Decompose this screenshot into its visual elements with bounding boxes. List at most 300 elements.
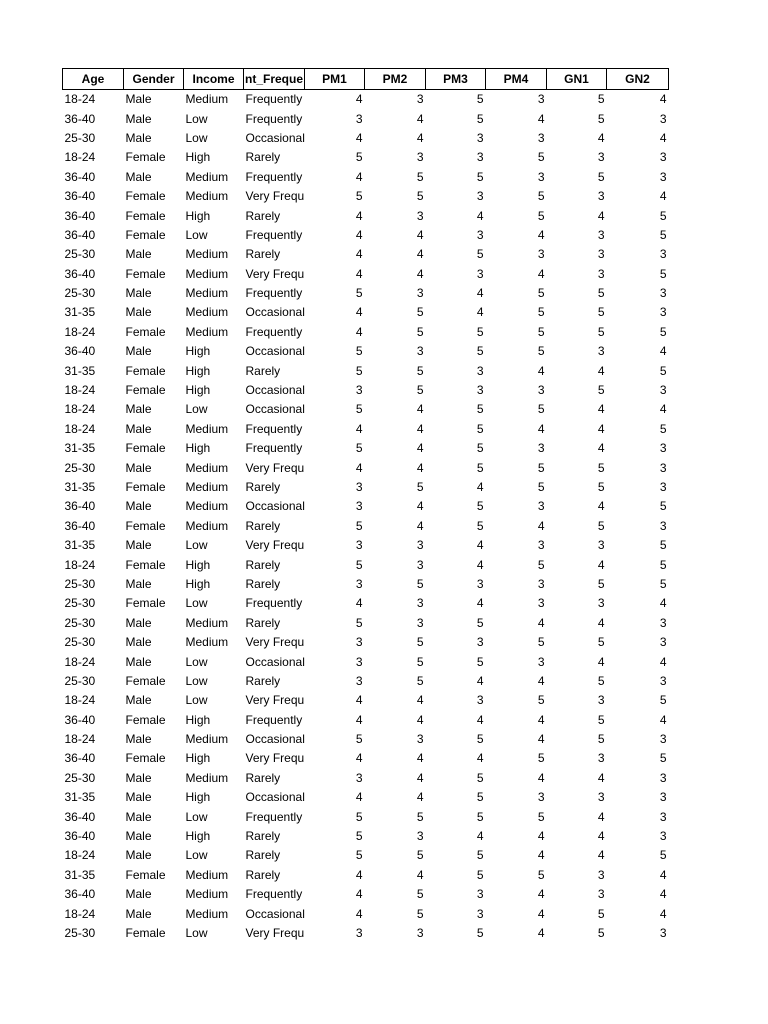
table-cell[interactable]: 4 [476,712,484,727]
table-cell[interactable]: 3 [476,266,484,281]
table-cell[interactable]: Medium [185,499,229,514]
table-cell[interactable]: 5 [355,809,363,824]
table-cell[interactable]: 36-40 [64,227,96,242]
table-cell[interactable]: 4 [355,247,363,262]
table-cell[interactable]: 4 [597,557,605,572]
table-cell[interactable]: 4 [355,596,363,611]
table-cell[interactable]: 5 [659,751,667,766]
table-cell[interactable]: Female [125,324,166,339]
table-cell[interactable]: Rarely [245,480,281,494]
table-cell[interactable]: 4 [355,227,363,242]
table-cell[interactable]: 3 [537,790,545,805]
table-cell[interactable]: 5 [355,829,363,844]
table-cell[interactable]: 18-24 [64,324,96,339]
table-cell[interactable]: Female [125,441,166,456]
table-cell[interactable]: 5 [597,906,605,921]
table-cell[interactable]: 4 [537,712,545,727]
table-cell[interactable]: Rarely [245,770,281,785]
table-cell[interactable]: 4 [355,324,363,339]
table-cell[interactable]: Medium [185,189,229,204]
table-cell[interactable]: Rarely [245,150,281,165]
table-cell[interactable]: 4 [597,770,605,785]
table-cell[interactable]: High [185,208,211,223]
table-cell[interactable]: 3 [597,887,605,902]
table-cell[interactable]: Female [125,266,166,281]
table-cell[interactable]: 5 [597,92,605,107]
table-cell[interactable]: 4 [537,615,545,630]
table-cell[interactable]: 3 [355,654,363,669]
table-cell[interactable]: 5 [597,732,605,747]
table-cell[interactable]: Occasional [245,732,305,747]
table-cell[interactable]: 18-24 [64,383,96,398]
table-cell[interactable]: 3 [597,538,605,553]
table-cell[interactable]: 4 [597,402,605,417]
table-cell[interactable]: Frequently [245,169,303,184]
table-cell[interactable]: 3 [659,770,667,785]
table-cell[interactable]: 36-40 [64,829,96,844]
column-header-7[interactable]: PM4 [486,69,547,90]
table-cell[interactable]: Medium [185,518,229,533]
table-cell[interactable]: 3 [659,635,667,650]
table-cell[interactable]: 3 [476,887,484,902]
table-cell[interactable]: 5 [659,848,667,863]
table-cell[interactable]: 5 [537,344,545,359]
table-cell[interactable]: 3 [416,615,424,630]
table-cell[interactable]: Low [185,809,208,824]
table-cell[interactable]: Occasional [245,654,305,669]
table-cell[interactable]: 3 [597,596,605,611]
table-cell[interactable]: 3 [416,557,424,572]
table-cell[interactable]: 4 [597,499,605,514]
table-cell[interactable]: 3 [476,576,484,591]
table-cell[interactable]: Female [125,363,166,378]
table-cell[interactable]: Medium [185,732,229,747]
table-cell[interactable]: 4 [355,169,363,184]
table-cell[interactable]: 4 [597,130,605,145]
table-cell[interactable]: Occasional [245,790,305,805]
table-cell[interactable]: 31-35 [64,480,96,494]
table-cell[interactable]: 5 [476,324,484,339]
table-cell[interactable]: 3 [476,227,484,242]
table-cell[interactable]: 4 [659,887,667,902]
table-cell[interactable]: Frequently [245,286,303,301]
table-cell[interactable]: 5 [416,673,424,688]
table-cell[interactable]: 5 [659,227,667,242]
table-cell[interactable]: 5 [537,635,545,650]
table-cell[interactable]: 4 [537,732,545,747]
table-cell[interactable]: Medium [185,480,229,494]
table-cell[interactable]: 25-30 [64,286,96,301]
table-cell[interactable]: 4 [659,654,667,669]
table-cell[interactable]: 4 [355,208,363,223]
table-cell[interactable]: 3 [476,150,484,165]
table-cell[interactable]: 5 [537,189,545,204]
table-cell[interactable]: 25-30 [64,673,96,688]
table-cell[interactable]: Female [125,751,166,766]
table-cell[interactable]: Male [125,906,152,921]
table-cell[interactable]: Frequently [245,324,303,339]
table-cell[interactable]: 3 [597,150,605,165]
table-cell[interactable]: 5 [476,402,484,417]
table-cell[interactable]: 5 [597,286,605,301]
table-cell[interactable]: 4 [416,790,424,805]
table-cell[interactable]: 3 [537,92,545,107]
table-cell[interactable]: Very Frequ [245,266,305,281]
table-cell[interactable]: Male [125,111,152,126]
table-cell[interactable]: 4 [597,829,605,844]
table-cell[interactable]: Very Frequ [245,635,305,650]
table-cell[interactable]: 3 [659,305,667,320]
table-cell[interactable]: 5 [476,111,484,126]
table-cell[interactable]: High [185,751,211,766]
table-cell[interactable]: 36-40 [64,518,96,533]
table-cell[interactable]: 5 [476,344,484,359]
table-cell[interactable]: 3 [537,247,545,262]
table-cell[interactable]: 4 [476,596,484,611]
table-cell[interactable]: 3 [659,809,667,824]
table-cell[interactable]: 3 [416,732,424,747]
table-cell[interactable]: 5 [355,848,363,863]
table-cell[interactable]: Frequently [245,441,303,456]
table-cell[interactable]: 5 [659,363,667,378]
table-cell[interactable]: 5 [597,111,605,126]
table-cell[interactable]: Rarely [245,247,281,262]
table-cell[interactable]: Male [125,635,152,650]
table-cell[interactable]: 4 [476,480,484,494]
table-cell[interactable]: Occasional [245,344,305,359]
table-cell[interactable]: 4 [416,130,424,145]
table-cell[interactable]: Very Frequ [245,925,305,940]
table-cell[interactable]: Male [125,130,152,145]
table-cell[interactable]: Male [125,499,152,514]
table-cell[interactable]: 5 [659,266,667,281]
column-header-5[interactable]: PM2 [365,69,426,90]
table-cell[interactable]: 4 [537,848,545,863]
table-cell[interactable]: 4 [416,712,424,727]
table-cell[interactable]: 5 [597,518,605,533]
table-cell[interactable]: 5 [476,770,484,785]
table-cell[interactable]: 3 [597,344,605,359]
table-cell[interactable]: Female [125,557,166,572]
table-cell[interactable]: Very Frequ [245,460,305,475]
table-cell[interactable]: 3 [597,189,605,204]
table-cell[interactable]: 5 [659,421,667,436]
table-cell[interactable]: Medium [185,615,229,630]
table-cell[interactable]: 31-35 [64,790,96,805]
table-cell[interactable]: 5 [355,518,363,533]
table-cell[interactable]: Low [185,130,208,145]
table-cell[interactable]: 5 [416,383,424,398]
table-cell[interactable]: Male [125,305,152,320]
table-cell[interactable]: 4 [355,867,363,882]
table-cell[interactable]: 5 [597,673,605,688]
table-cell[interactable]: 5 [416,848,424,863]
table-cell[interactable]: 4 [537,906,545,921]
table-cell[interactable]: 3 [537,576,545,591]
table-cell[interactable]: 4 [597,441,605,456]
table-cell[interactable]: Medium [185,770,229,785]
table-cell[interactable]: Rarely [245,867,281,882]
table-cell[interactable]: 3 [355,383,363,398]
table-cell[interactable]: Female [125,712,166,727]
table-cell[interactable]: Female [125,925,166,940]
table-cell[interactable]: 5 [597,305,605,320]
table-cell[interactable]: 18-24 [64,557,96,572]
table-cell[interactable]: 5 [659,324,667,339]
table-cell[interactable]: 25-30 [64,247,96,262]
table-cell[interactable]: 3 [659,441,667,456]
table-cell[interactable]: 4 [416,499,424,514]
table-cell[interactable]: 5 [355,363,363,378]
table-cell[interactable]: Male [125,344,152,359]
table-cell[interactable]: 3 [659,286,667,301]
table-cell[interactable]: 4 [476,751,484,766]
table-cell[interactable]: 4 [537,673,545,688]
table-cell[interactable]: Medium [185,421,229,436]
table-cell[interactable]: Male [125,732,152,747]
table-cell[interactable]: 3 [416,829,424,844]
table-cell[interactable]: 5 [416,887,424,902]
table-cell[interactable]: 4 [597,421,605,436]
table-cell[interactable]: 3 [659,460,667,475]
table-cell[interactable]: 4 [355,266,363,281]
table-cell[interactable]: 3 [537,654,545,669]
table-cell[interactable]: Low [185,538,208,553]
table-cell[interactable]: 5 [355,557,363,572]
table-cell[interactable]: 4 [476,557,484,572]
table-cell[interactable]: 3 [476,189,484,204]
table-cell[interactable]: 5 [416,635,424,650]
table-cell[interactable]: Very Frequ [245,751,305,766]
table-cell[interactable]: 5 [597,460,605,475]
table-cell[interactable]: 4 [416,751,424,766]
table-cell[interactable]: Low [185,654,208,669]
table-cell[interactable]: 3 [597,266,605,281]
table-cell[interactable]: 4 [355,906,363,921]
table-cell[interactable]: 3 [476,383,484,398]
table-cell[interactable]: 5 [355,286,363,301]
table-cell[interactable]: 31-35 [64,538,96,553]
table-cell[interactable]: 3 [537,441,545,456]
table-cell[interactable]: 4 [537,770,545,785]
table-cell[interactable]: Male [125,615,152,630]
table-cell[interactable]: Frequently [245,92,303,107]
table-cell[interactable]: Rarely [245,557,281,572]
table-cell[interactable]: 5 [537,751,545,766]
table-cell[interactable]: Male [125,848,152,863]
table-cell[interactable]: 4 [597,654,605,669]
table-cell[interactable]: 3 [597,693,605,708]
table-cell[interactable]: Male [125,809,152,824]
table-cell[interactable]: 4 [597,615,605,630]
table-cell[interactable]: 3 [416,208,424,223]
table-cell[interactable]: 4 [355,751,363,766]
table-cell[interactable]: 5 [416,906,424,921]
table-cell[interactable]: 36-40 [64,169,96,184]
table-cell[interactable]: 3 [355,480,363,494]
table-cell[interactable]: 5 [597,324,605,339]
table-cell[interactable]: Frequently [245,809,303,824]
table-cell[interactable]: Male [125,538,152,553]
table-cell[interactable]: High [185,790,211,805]
table-cell[interactable]: 36-40 [64,887,96,902]
table-cell[interactable]: 5 [537,867,545,882]
table-cell[interactable]: 4 [355,92,363,107]
table-cell[interactable]: 4 [355,693,363,708]
table-cell[interactable]: 18-24 [64,402,96,417]
table-cell[interactable]: 5 [476,247,484,262]
table-cell[interactable]: 4 [476,829,484,844]
table-cell[interactable]: 18-24 [64,421,96,436]
table-cell[interactable]: Frequently [245,887,303,902]
table-cell[interactable]: 4 [416,227,424,242]
table-cell[interactable]: 5 [659,693,667,708]
column-header-8[interactable]: GN1 [547,69,607,90]
table-cell[interactable]: 18-24 [64,906,96,921]
table-cell[interactable]: 3 [597,867,605,882]
column-header-4[interactable]: PM1 [305,69,365,90]
table-cell[interactable]: 3 [659,732,667,747]
table-cell[interactable]: 5 [537,305,545,320]
table-cell[interactable]: 3 [537,130,545,145]
table-cell[interactable]: Rarely [245,829,281,844]
table-cell[interactable]: 5 [476,92,484,107]
table-cell[interactable]: Occasional [245,130,305,145]
table-cell[interactable]: 4 [537,925,545,940]
table-cell[interactable]: Male [125,460,152,475]
table-cell[interactable]: 5 [537,208,545,223]
table-cell[interactable]: Low [185,673,208,688]
table-cell[interactable]: Female [125,227,166,242]
table-cell[interactable]: 36-40 [64,208,96,223]
table-cell[interactable]: Female [125,150,166,165]
table-cell[interactable]: 5 [416,809,424,824]
table-cell[interactable]: 36-40 [64,499,96,514]
table-cell[interactable]: 4 [476,305,484,320]
table-cell[interactable]: 5 [659,557,667,572]
table-cell[interactable]: 4 [659,402,667,417]
table-cell[interactable]: 5 [659,499,667,514]
table-cell[interactable]: Medium [185,324,229,339]
table-cell[interactable]: Low [185,402,208,417]
table-cell[interactable]: 3 [597,790,605,805]
table-cell[interactable]: Very Frequ [245,538,305,553]
table-cell[interactable]: Frequently [245,596,303,611]
table-cell[interactable]: 5 [476,441,484,456]
table-cell[interactable]: 5 [476,518,484,533]
table-cell[interactable]: 4 [355,421,363,436]
table-cell[interactable]: Male [125,829,152,844]
table-cell[interactable]: 4 [597,363,605,378]
table-cell[interactable]: Male [125,402,152,417]
table-cell[interactable]: 3 [659,169,667,184]
table-cell[interactable]: Frequently [245,421,303,436]
table-cell[interactable]: Occasional [245,499,305,514]
table-cell[interactable]: 5 [597,169,605,184]
table-cell[interactable]: Medium [185,906,229,921]
table-cell[interactable]: 5 [416,324,424,339]
table-cell[interactable]: 5 [476,809,484,824]
table-cell[interactable]: Female [125,596,166,611]
table-cell[interactable]: 4 [537,829,545,844]
table-cell[interactable]: 5 [355,189,363,204]
table-cell[interactable]: 5 [476,925,484,940]
table-cell[interactable]: 25-30 [64,596,96,611]
table-cell[interactable]: 4 [416,441,424,456]
table-cell[interactable]: 4 [537,111,545,126]
table-cell[interactable]: Occasional [245,906,305,921]
table-cell[interactable]: 3 [476,906,484,921]
table-cell[interactable]: High [185,363,211,378]
table-cell[interactable]: Occasional [245,305,305,320]
table-cell[interactable]: 3 [597,751,605,766]
table-cell[interactable]: Female [125,673,166,688]
table-cell[interactable]: 3 [416,150,424,165]
table-cell[interactable]: 25-30 [64,770,96,785]
table-cell[interactable]: 5 [355,615,363,630]
table-cell[interactable]: 5 [537,557,545,572]
table-cell[interactable]: 4 [659,867,667,882]
table-cell[interactable]: 3 [659,383,667,398]
table-cell[interactable]: 3 [659,790,667,805]
table-cell[interactable]: Low [185,848,208,863]
table-cell[interactable]: 5 [476,460,484,475]
table-cell[interactable]: 5 [659,208,667,223]
table-cell[interactable]: 31-35 [64,305,96,320]
table-cell[interactable]: 3 [355,770,363,785]
table-cell[interactable]: 5 [597,383,605,398]
table-cell[interactable]: 5 [597,576,605,591]
table-cell[interactable]: Rarely [245,848,281,863]
table-cell[interactable]: 5 [476,867,484,882]
table-cell[interactable]: 5 [597,480,605,494]
table-cell[interactable]: 5 [355,402,363,417]
table-cell[interactable]: 4 [597,208,605,223]
table-cell[interactable]: 3 [355,635,363,650]
table-cell[interactable]: Medium [185,887,229,902]
table-cell[interactable]: Female [125,383,166,398]
table-cell[interactable]: Low [185,227,208,242]
table-cell[interactable]: 31-35 [64,363,96,378]
table-cell[interactable]: Medium [185,286,229,301]
table-cell[interactable]: 3 [416,538,424,553]
table-cell[interactable]: Rarely [245,518,281,533]
table-cell[interactable]: High [185,344,211,359]
table-cell[interactable]: Male [125,887,152,902]
table-cell[interactable]: 5 [416,654,424,669]
table-cell[interactable]: Medium [185,635,229,650]
table-cell[interactable]: 3 [659,518,667,533]
table-cell[interactable]: 5 [416,480,424,494]
table-cell[interactable]: 5 [476,499,484,514]
table-cell[interactable]: 4 [659,189,667,204]
table-cell[interactable]: 3 [416,925,424,940]
table-cell[interactable]: 3 [416,286,424,301]
table-cell[interactable]: 3 [659,673,667,688]
table-cell[interactable]: High [185,383,211,398]
table-cell[interactable]: 3 [537,383,545,398]
table-cell[interactable]: 5 [476,421,484,436]
column-header-0[interactable]: Age [63,69,124,90]
table-cell[interactable]: 5 [416,305,424,320]
table-cell[interactable]: Medium [185,867,229,882]
table-cell[interactable]: Male [125,169,152,184]
table-cell[interactable]: 4 [537,518,545,533]
table-cell[interactable]: 5 [537,460,545,475]
table-cell[interactable]: 3 [476,693,484,708]
table-cell[interactable]: 36-40 [64,266,96,281]
table-cell[interactable]: Male [125,286,152,301]
